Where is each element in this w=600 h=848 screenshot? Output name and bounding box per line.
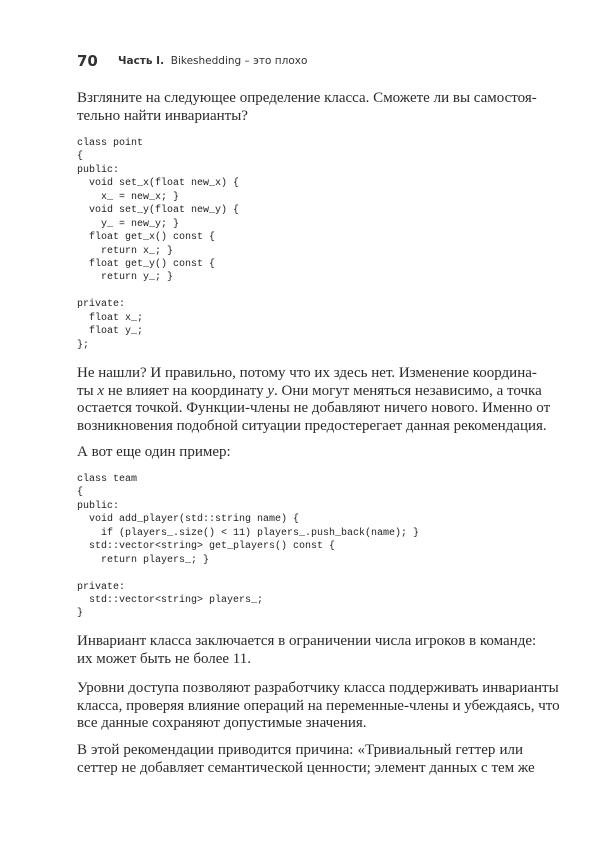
paragraph-intro	[77, 90, 537, 125]
text-line: все данные сохраняют допустимые значения.	[77, 715, 367, 732]
text-line: Инвариант класса заключается в ограничении числа игроков в команде:	[77, 633, 537, 649]
code-line	[77, 285, 239, 298]
code-line: {	[77, 151, 84, 163]
chapter-title	[118, 55, 307, 67]
text-line: остается точкой. Функции-члены не добавляют ничего нового. Именно от	[77, 400, 551, 417]
code-line: return y_; }	[77, 272, 174, 284]
code-line: {	[77, 487, 84, 499]
text-line: тельно найти инварианты?	[77, 107, 248, 124]
code-line: private:	[77, 581, 126, 593]
italic-variable: y	[267, 382, 275, 399]
text-line: В этой рекомендации приводится причина: «Тривиальный геттер или	[77, 742, 523, 758]
paragraph-explanation	[77, 365, 551, 436]
code-block-point	[77, 137, 239, 352]
code-line: y_ = new_y; }	[77, 218, 180, 230]
text-line: возникновения подобной ситуации предостерегает данная рекомендация.	[77, 418, 547, 435]
code-line: if (players_.size() < 11) players_.push_back(name); }	[77, 527, 420, 539]
text-line: Уровни доступа позволяют разработчику класса поддерживать инварианты	[77, 680, 559, 696]
paragraph-access-levels	[77, 680, 560, 733]
code-line: std::vector<string> get_players() const {	[77, 541, 336, 553]
page-number: 70	[77, 52, 98, 70]
code-line: };	[77, 339, 90, 351]
code-line: }	[77, 608, 84, 620]
italic-variable: x	[97, 382, 105, 399]
paragraph-reason	[77, 742, 535, 777]
code-line: float y_;	[77, 326, 144, 338]
code-line: float get_x() const {	[77, 232, 216, 244]
text-line: Взгляните на следующее определение класса. Сможете ли вы самостоя-	[77, 90, 537, 106]
code-line: float get_y() const {	[77, 258, 216, 270]
code-block-team	[77, 473, 419, 621]
code-line: public:	[77, 164, 120, 176]
text-line: А вот еще один пример:	[77, 444, 231, 460]
code-line	[77, 567, 419, 580]
code-line: return x_; }	[77, 245, 174, 257]
code-line: class point	[77, 138, 144, 149]
code-line: void set_y(float new_y) {	[77, 205, 240, 217]
paragraph-another-example	[77, 444, 523, 462]
code-line: void add_player(std::string name) {	[77, 514, 300, 526]
code-line: float x_;	[77, 312, 144, 324]
code-line: public:	[77, 500, 120, 512]
code-line: x_ = new_x; }	[77, 191, 180, 203]
text-line: ты x не влияет на координату y. Они могут меняться независимо, а точка	[77, 382, 542, 399]
code-line: return players_; }	[77, 554, 210, 566]
part-title: Bikeshedding – это плохо	[170, 55, 308, 67]
text-line: класса, проверяя влияние операций на переменные-члены и убеждаясь, что	[77, 697, 560, 714]
text-line: сеттер не добавляет семантической ценности; элемент данных с тем же	[77, 759, 535, 776]
code-line: void set_x(float new_x) {	[77, 178, 240, 190]
code-line: private:	[77, 299, 126, 311]
code-line: std::vector<string> players_;	[77, 594, 264, 606]
paragraph-invariant	[77, 633, 537, 668]
code-line: class team	[77, 474, 138, 485]
text-line: их может быть не более 11.	[77, 650, 251, 667]
text-line: Не нашли? И правильно, потому что их здесь нет. Изменение координа-	[77, 365, 537, 381]
part-label: Часть I.	[118, 55, 165, 67]
